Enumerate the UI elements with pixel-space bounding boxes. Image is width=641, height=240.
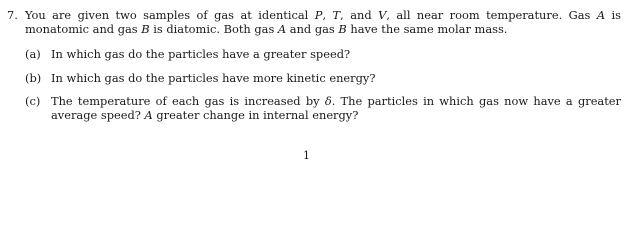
problem-stem: [7, 9, 621, 36]
problem-parts: [25, 48, 621, 122]
part-a-text: [51, 48, 621, 62]
part-b-text: [51, 72, 621, 86]
part-a-label: (a): [25, 47, 41, 61]
part-b-line-1: In which gas do the particles have more kinetic energy?: [51, 70, 376, 85]
part-c-line-1: The temperature of each gas is increased by δ. The particles in which gas now have a greater: [51, 94, 621, 108]
part-a-line-1: In which gas do the particles have a greater speed?: [51, 47, 351, 61]
problem-number: 7.: [7, 8, 18, 22]
stem-line-1: You are given two samples of gas at identical P, T, and V, all near room temperature. Gas A is: [25, 8, 622, 22]
part-c-label: (c): [25, 94, 41, 108]
part-b: [25, 72, 621, 86]
part-c-text: [51, 95, 621, 122]
stem-line-2: monatomic and gas B is diatomic. Both gas A and gas B have the same molar mass.: [25, 21, 508, 36]
part-a: [25, 48, 621, 62]
part-c-line-2: average speed? A greater change in internal energy?: [51, 107, 359, 122]
part-b-label: (b): [25, 70, 42, 85]
page-number: 1: [303, 149, 310, 162]
problem-stem-text: [25, 9, 621, 36]
part-c: [25, 95, 621, 122]
problem-7: [7, 9, 621, 132]
